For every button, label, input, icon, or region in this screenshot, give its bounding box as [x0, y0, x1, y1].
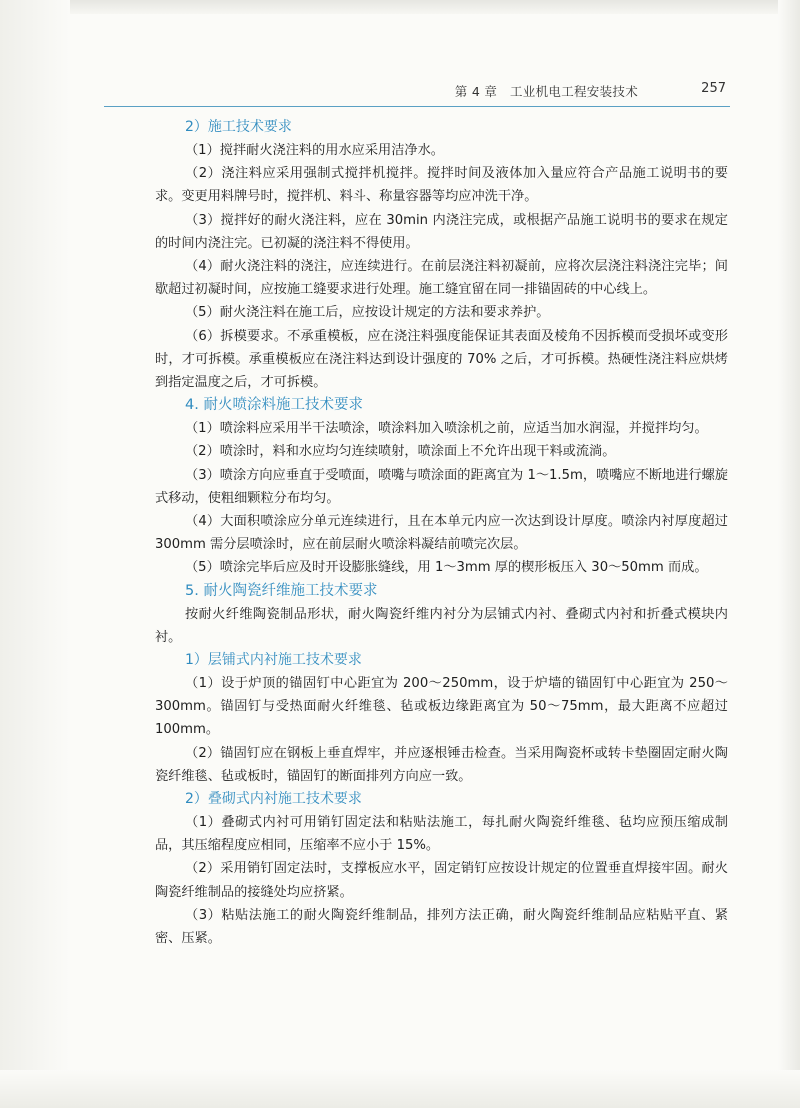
paragraph: （4）耐火浇注料的浇注，应连续进行。在前层浇注料初凝前，应将次层浇注料浇注完毕；间歇超过初凝时间，应按施工缝要求进行处理。施工缝宜留在同一排锚固砖的中心线上。: [155, 259, 728, 298]
paragraph: （1）叠砌式内衬可用销钉固定法和粘贴法施工，每扎耐火陶瓷纤维毯、毡均应预压缩成制品，其压缩程度应相同，压缩率不应小于 15%。: [155, 815, 728, 854]
running-header: [104, 80, 730, 107]
paragraph: （5）喷涂完毕后应及时开设膨胀缝线，用 1～3mm 厚的楔形板压入 30～50mm 而成。: [185, 560, 708, 576]
paragraph: （6）拆模要求。不承重模板，应在浇注料强度能保证其表面及棱角不因拆模而受损坏或变形时，才可拆模。承重模板应在浇注料达到设计强度的 70% 之后，才可拆模。热硬性浇注料应烘烤到指定温度之后，才可拆模。: [155, 328, 728, 391]
page-edge-shadow-bottom: [0, 1070, 800, 1108]
paragraph: （4）大面积喷涂应分单元连续进行，且在本单元内应一次达到设计厚度。喷涂内衬厚度超过 300mm 需分层喷涂时，应在前层耐火喷涂料凝结前喷完次层。: [155, 514, 728, 553]
page-edge-shadow-top: [0, 0, 800, 14]
page-edge-shadow-left: [0, 0, 70, 1108]
paragraph: （2）喷涂时，料和水应均匀连续喷射，喷涂面上不允许出现干料或流淌。: [185, 444, 616, 460]
page-edge-shadow-right: [778, 0, 800, 1108]
section-heading: 5. 耐火陶瓷纤维施工技术要求: [185, 582, 378, 599]
page-number: 257: [701, 81, 726, 96]
paragraph: （3）搅拌好的耐火浇注料，应在 30min 内浇注完成，或根据产品施工说明书的要求在规定的时间内浇注完。已初凝的浇注料不得使用。: [155, 212, 728, 251]
paragraph: （1）搅拌耐火浇注料的用水应采用洁净水。: [185, 143, 444, 158]
subsection-heading: 2）施工技术要求: [185, 119, 292, 135]
chapter-title: 第 4 章 工业机电工程安装技术: [454, 84, 638, 99]
subsection-heading: 1）层铺式内衬施工技术要求: [185, 652, 362, 669]
paragraph: （1）设于炉顶的锚固钉中心距宜为 200～250mm，设于炉墙的锚固钉中心距宜为 250～300mm。锚固钉与受热面耐火纤维毯、毡或板边缘距离宜为 50～75mm，最大距离不应超过 100mm。: [155, 676, 728, 738]
paragraph: （3）粘贴法施工的耐火陶瓷纤维制品，排列方法正确，耐火陶瓷纤维制品应粘贴平直、紧密、压紧。: [155, 907, 728, 947]
paragraph: （2）浇注料应采用强制式搅拌机搅拌。搅拌时间及液体加入量应符合产品施工说明书的要求。变更用料牌号时，搅拌机、料斗、称量容器等均应冲洗干净。: [155, 166, 728, 205]
paragraph: 按耐火纤维陶瓷制品形状，耐火陶瓷纤维内衬分为层铺式内衬、叠砌式内衬和折叠式模块内衬。: [155, 606, 728, 645]
section-heading: 4. 耐火喷涂料施工技术要求: [185, 397, 363, 414]
subsection-heading: 2）叠砌式内衬施工技术要求: [185, 791, 362, 808]
body-text: [155, 116, 728, 950]
paragraph: （1）喷涂料应采用半干法喷涂，喷涂料加入喷涂机之前，应适当加水润湿，并搅拌均匀。: [185, 421, 708, 437]
paragraph: （3）喷涂方向应垂直于受喷面，喷嘴与喷涂面的距离宜为 1～1.5m，喷嘴应不断地进行螺旋式移动，使粗细颗粒分布均匀。: [155, 467, 728, 506]
paragraph: （2）采用销钉固定法时，支撑板应水平，固定销钉应按设计规定的位置垂直焊接牢固。耐火陶瓷纤维制品的接缝处均应挤紧。: [155, 861, 728, 900]
paragraph: （2）锚固钉应在钢板上垂直焊牢，并应逐根锤击检查。当采用陶瓷杯或转卡垫圈固定耐火陶瓷纤维毯、毡或板时，锚固钉的断面排列方向应一致。: [155, 745, 728, 784]
paragraph: （5）耐火浇注料在施工后，应按设计规定的方法和要求养护。: [185, 305, 550, 321]
